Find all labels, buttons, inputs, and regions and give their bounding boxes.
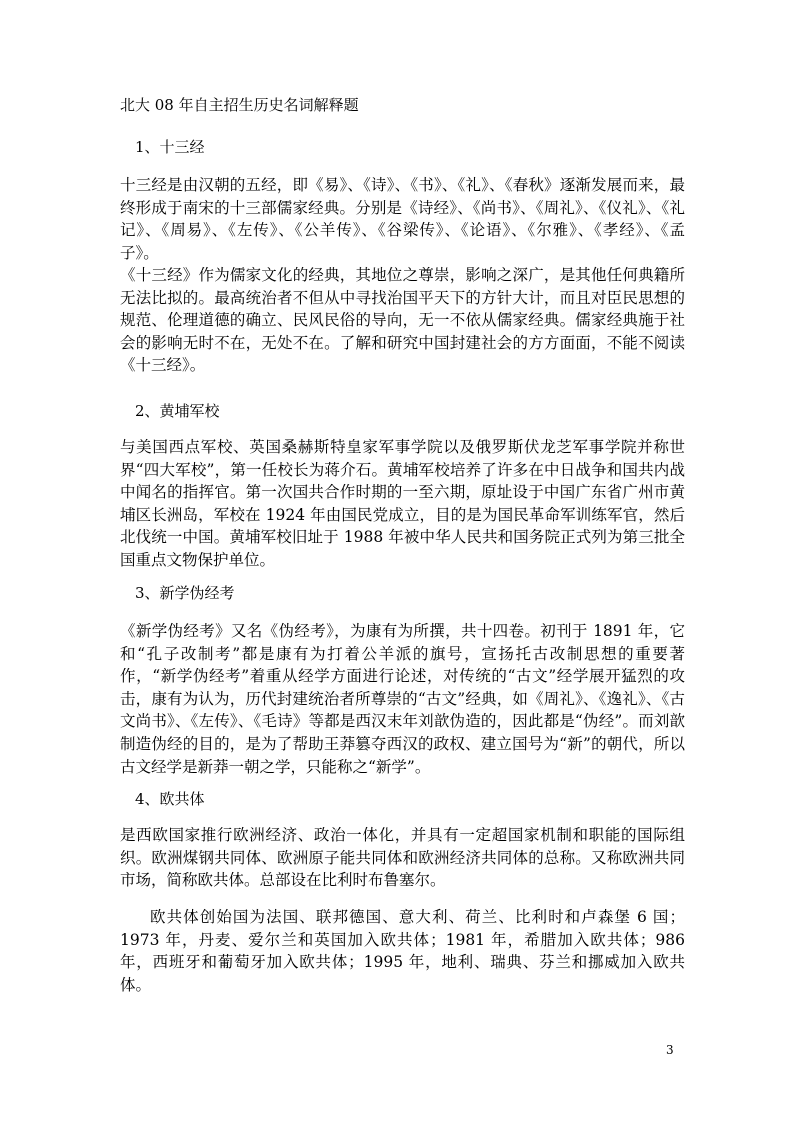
section-heading-ougongti: 4、欧共体 <box>135 790 205 808</box>
section-heading-huangpu: 2、黄埔军校 <box>135 402 220 420</box>
page-number: 3 <box>666 1043 674 1057</box>
paragraph-xinxueweijingkao: 《新学伪经考》又名《伪经考》，为康有为所撰，共十四卷。初刊于 1891 年，它和“孔子改制考”都是康有为打着公羊派的旗号，宣扬托古改制思想的重要著作，“新学伪经考”着重从经学方面进行论述，对传统的“古文”经学展开猛烈的攻击，康有为认为，历代封建统治者所尊崇的“古文”经典，如《周礼》、《逸礼》、《古文尚书》、《左传》、《毛诗》等都是西汉末年刘歆伪造的，因此都是“伪经”。而刘歆制造伪经的目的，是为了帮助王莽篡夺西汉的政权、建立国号为“新”的朝代，所以古文经学是新莽一朝之学，只能称之“新学”。 <box>120 622 685 776</box>
paragraph-ougongti-definition: 是西欧国家推行欧洲经济、政治一体化，并具有一定超国家机制和职能的国际组织。欧洲煤钢共同体、欧洲原子能共同体和欧洲经济共同体的总称。又称欧洲共同市场，简称欧共体。总部设在比利时布鲁塞尔。 <box>120 826 685 890</box>
paragraph-shisanjing-definition: 十三经是由汉朝的五经，即《易》、《诗》、《书》、《礼》、《春秋》逐渐发展而来，最终形成于南宋的十三部儒家经典。分别是《诗经》、《尚书》、《周礼》、《仪礼》、《礼记》、《周易》、《左传》、《公羊传》、《谷梁传》、《论语》、《尔雅》、《孝经》、《孟子》。 <box>120 176 685 262</box>
section-heading-xinxueweijingkao: 3、新学伪经考 <box>135 584 235 602</box>
section-heading-shisanjing: 1、十三经 <box>135 138 205 156</box>
document-title: 北大 08 年自主招生历史名词解释题 <box>120 96 359 114</box>
paragraph-shisanjing-significance: 《十三经》作为儒家文化的经典，其地位之尊崇，影响之深广，是其他任何典籍所无法比拟的。最高统治者不但从中寻找治国平天下的方针大计，而且对臣民思想的规范、伦理道德的确立、民风民俗的导向，无一不依从儒家经典。儒家经典施于社会的影响无时不在，无处不在。了解和研究中国封建社会的方方面面，不能不阅读《十三经》。 <box>120 266 685 375</box>
paragraph-huangpu: 与美国西点军校、英国桑赫斯特皇家军事学院以及俄罗斯伏龙芝军事学院并称世界“四大军校”，第一任校长为蒋介石。黄埔军校培养了许多在中日战争和国共内战中闻名的指挥官。第一次国共合作时期的一至六期，原址设于中国广东省广州市黄埔区长洲岛，军校在 1924 年由国民党成立，目的是为国民革命军训练军官，然后北伐统一中国。黄埔军校旧址于 1988 年被中华人民共和国务院正式列为第三批全国重点文物保护单位。 <box>120 438 685 569</box>
paragraph-ougongti-members: 欧共体创始国为法国、联邦德国、意大利、荷兰、比利时和卢森堡 6 国；1973 年，丹麦、爱尔兰和英国加入欧共体；1981 年，希腊加入欧共体；986 年，西班牙和葡萄牙加入欧共体；1995 年，地利、瑞典、芬兰和挪威加入欧共体。 <box>120 908 685 994</box>
